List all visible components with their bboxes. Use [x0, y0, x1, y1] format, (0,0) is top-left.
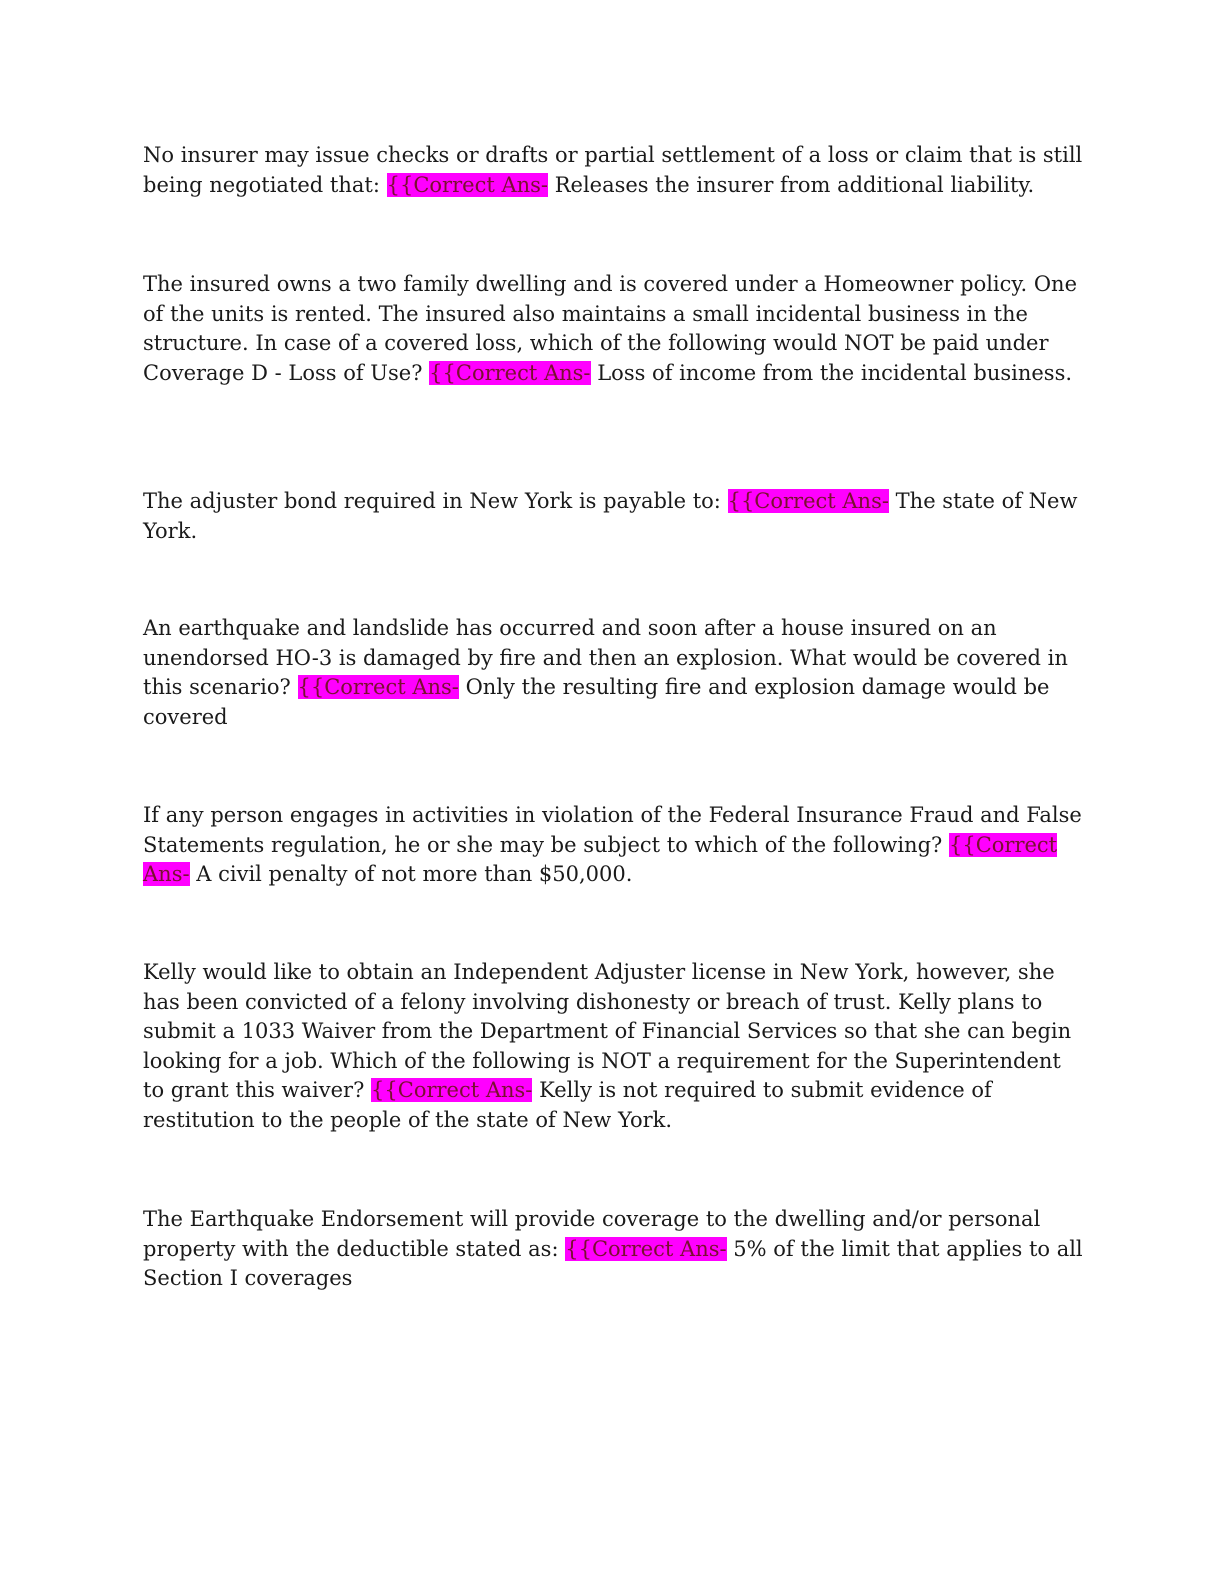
answer-text: A civil penalty of not more than $50,000.	[196, 862, 633, 887]
answer-text: The state of New York.	[143, 489, 1078, 543]
question-text: The Earthquake Endorsement will provide coverage to the dwelling and/or personal property with the deductible stated as:	[143, 1207, 1041, 1261]
correct-answer-marker: {{Correct Ans-	[297, 675, 459, 700]
answer-text: Releases the insurer from additional liability.	[554, 172, 1035, 197]
correct-answer-marker: {{Correct Ans-	[386, 172, 549, 197]
answer-text: 5% of the limit that applies to all Section I coverages	[143, 1236, 1083, 1291]
answer-text: Loss of income from the incidental business.	[597, 360, 1073, 385]
answer-text: Only the resulting fire and explosion damage would be covered	[143, 675, 1050, 729]
correct-answer-marker: {{Correct Ans-	[727, 489, 889, 513]
question-text: Kelly would like to obtain an Independent Adjuster license in New York, however, she has been convicted of a felony involving dishonesty or breach of trust. Kelly plans to submit a 1033 Waiver from the Department of Financial Services so that she can begin looking for a job. Which of the following is NOT a requirement for the Superintendent to grant this waiver?	[143, 960, 1072, 1103]
correct-answer-marker: {{Correct Ans-	[565, 1236, 727, 1261]
answer-text: Kelly is not required to submit evidence of restitution to the people of the state of New York.	[143, 1078, 992, 1132]
correct-answer-marker: {{Correct Ans-	[371, 1078, 533, 1103]
qa-item	[143, 141, 1083, 200]
qa-item	[143, 270, 1083, 388]
qa-item	[143, 801, 1083, 890]
question-text: The insured owns a two family dwelling and is covered under a Homeowner policy. One of the units is rented. The insured also maintains a small incidental business in the structure. In case of a covered loss, which of the following would NOT be paid under Coverage D - Loss of Use?	[143, 272, 1077, 385]
qa-item	[143, 487, 1083, 546]
question-text: The adjuster bond required in New York is payable to:	[143, 489, 721, 513]
question-text: If any person engages in activities in violation of the Federal Insurance Fraud and False Statements regulation, he or she may be subject to which of the following?	[143, 803, 1082, 857]
correct-answer-marker: {{Correct Ans-	[429, 360, 591, 385]
qa-item	[143, 614, 1083, 732]
qa-item	[143, 958, 1083, 1136]
question-text: No insurer may issue checks or drafts or partial settlement of a loss or claim that is still being negotiated that:	[143, 143, 1083, 197]
qa-item	[143, 1205, 1083, 1294]
correct-answer-marker: {{Correct Ans-	[143, 832, 1058, 887]
question-text: An earthquake and landslide has occurred and soon after a house insured on an unendorsed HO-3 is damaged by fire and then an explosion. What would be covered in this scenario?	[143, 616, 1068, 700]
